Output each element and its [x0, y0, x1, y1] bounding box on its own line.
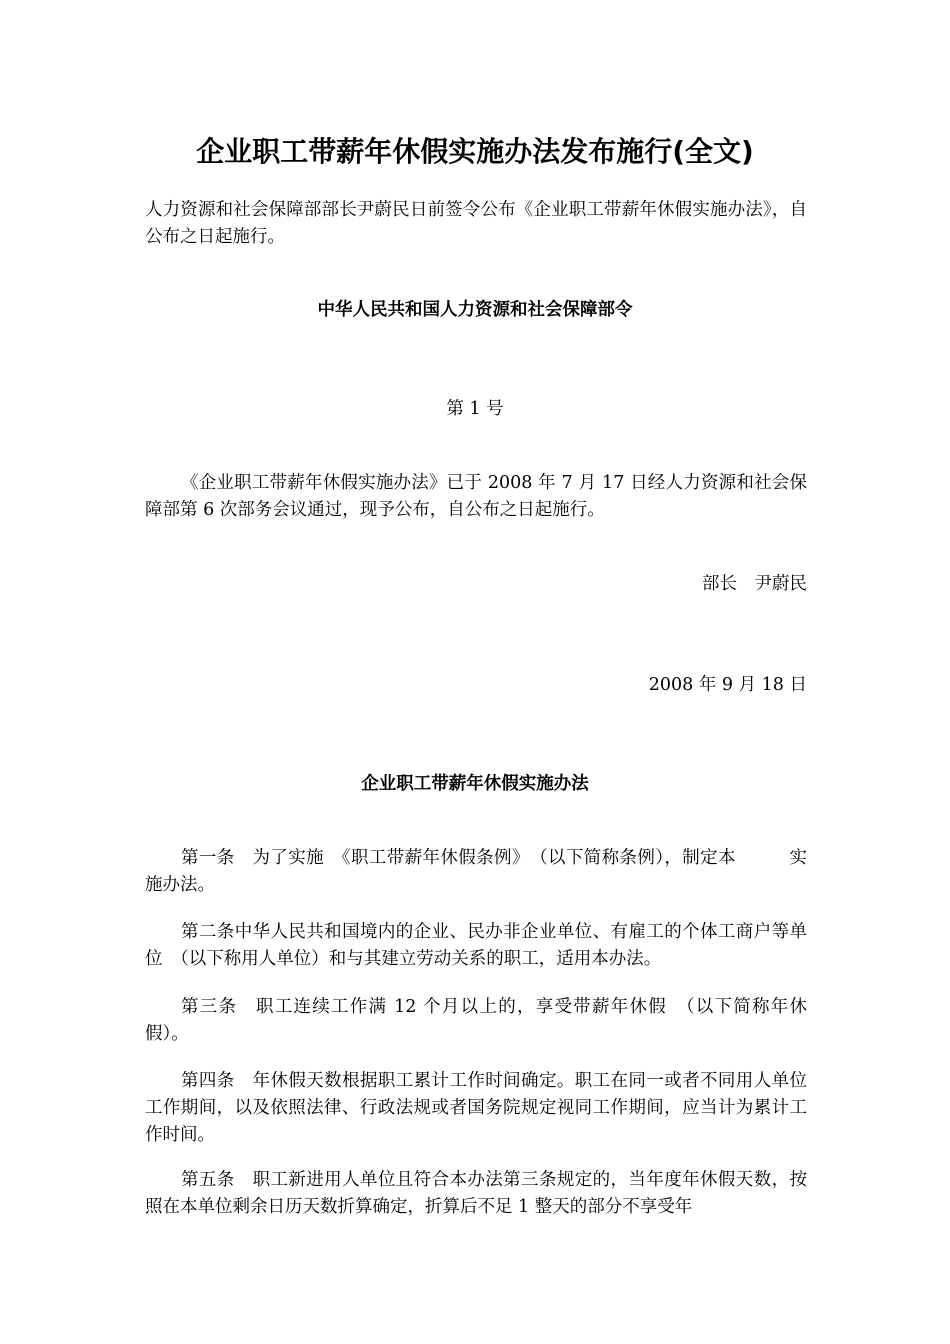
signatory: 部长 尹蔚民 — [702, 574, 807, 594]
measures-heading: 企业职工带薪年休假实施办法 — [361, 774, 589, 794]
article-2: 第二条中华人民共和国境内的企业、民办非企业单位、有雇工的个体工商户等单位 （以下称用人单位）和与其建立劳动关系的职工，适用本办法。 — [145, 922, 807, 969]
order-text: 《企业职工带薪年休假实施办法》已于 2008 年 7 月 17 日经人力资源和社会保障部第 6 次部务会议通过，现予公布，自公布之日起施行。 — [145, 473, 807, 520]
article-5: 第五条 职工新进用人单位且符合本办法第三条规定的，当年度年休假天数，按照在本单位剩余日历天数折算确定，折算后不足 1 整天的部分不享受年 — [145, 1170, 807, 1217]
order-heading: 中华人民共和国人力资源和社会保障部令 — [317, 300, 633, 320]
article-4: 第四条 年休假天数根据职工累计工作时间确定。职工在同一或者不同用人单位工作期间，以及依照法律、行政法规或者国务院规定视同工作期间，应当计为累计工作时间。 — [145, 1071, 807, 1145]
order-number: 第 1 号 — [446, 399, 504, 419]
article-3: 第三条 职工连续工作满 12 个月以上的，享受带薪年休假 （以下简称年休假）。 — [145, 997, 807, 1044]
document-title: 企业职工带薪年休假实施办法发布施行(全文) — [196, 135, 754, 168]
intro-paragraph: 人力资源和社会保障部部长尹蔚民日前签令公布《企业职工带薪年休假实施办法》，自公布之日起施行。 — [145, 200, 807, 247]
article-1: 第一条 为了实施 《职工带薪年休假条例》 （以下简称条例），制定本 实施办法。 — [145, 848, 807, 895]
order-date: 2008 年 9 月 18 日 — [648, 675, 807, 695]
